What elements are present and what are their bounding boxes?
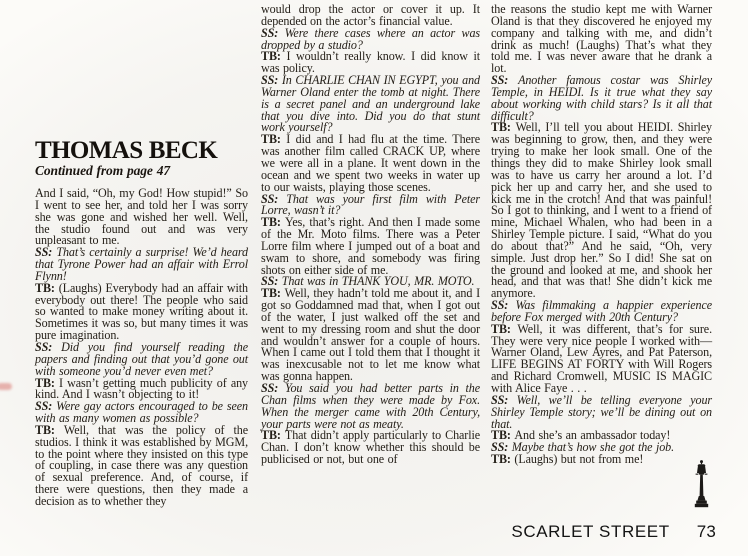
article-masthead bbox=[35, 139, 248, 178]
speaker-label: TB: bbox=[261, 428, 285, 443]
interviewee-paragraph: TB: I wasn’t getting much publicity of any kind. And I wasn’t objecting to it! bbox=[35, 375, 248, 402]
speaker-label: SS: bbox=[261, 191, 287, 206]
narration-paragraph: And I said, “Oh, my God! How stupid!” So I went to see her, and told her I was sorry she was gone and wished her well. Well, the studio found out and was very unpleasant to me. bbox=[35, 186, 248, 248]
interviewee-paragraph: TB: Well, it was different, that’s for sure. They were very nice people I worked with—Warner Oland, Lew Ayres, and Pat Paterson, LIFE BEGINS AT FORTY with Will Rogers and Richard Cromwell, MUSIC IS MAGIC with Alice Faye . . . bbox=[491, 321, 712, 395]
column-right bbox=[491, 4, 712, 466]
speaker-label: SS: bbox=[35, 339, 62, 354]
interviewee-paragraph: TB: (Laughs) but not from me! bbox=[491, 452, 644, 467]
interviewee-paragraph: TB: (Laughs) Everybody had an affair with everybody out there! The people who said so wanted to make money writing about it. Sometimes it was so, but many times it was pure imagination. bbox=[35, 280, 248, 343]
speaker-label: TB: bbox=[491, 452, 515, 467]
column-middle-text bbox=[261, 4, 480, 466]
interviewee-paragraph: TB: And she’s an ambassador today! bbox=[491, 428, 671, 443]
interviewee-paragraph: TB: Yes, that’s right. And then I made some of the Mr. Moto films. There was a Peter Lorre film where I jumped out of a boat and swam to shore, and somebody was firing shots on either side of me. bbox=[261, 215, 480, 277]
interviewer-paragraph: SS: Was filmmaking a happier experience before Fox merged with 20th Century? bbox=[491, 298, 712, 324]
interviewee-paragraph: TB: Well, I’ll tell you about HEIDI. Shirley was beginning to grow, then, and they were trying to make her look small. One of the things they did to make Shirley look small was to have us carry her around a lot. I’d pick her up and carry her, and she used to kick me in the crotch! And that was painful! So I got to thinking, and I went to a friend of mine, Michael Whalen, who had been in a Shirley Temple picture. I said, “What do you do about that?” And he said, “Oh, very simple. Just drop her.” So I did! She sat on the ground and looked at me, and shook her head, and that was that! She didn’t kick me anymore. bbox=[491, 120, 712, 301]
speaker-label: TB: bbox=[261, 132, 287, 147]
speaker-label: TB: bbox=[35, 422, 64, 437]
speaker-label: SS: bbox=[261, 73, 282, 88]
speaker-label: TB: bbox=[261, 49, 287, 64]
interviewer-paragraph: SS: Were there cases where an actor was dropped by a studio? bbox=[261, 25, 481, 52]
column-left bbox=[35, 139, 248, 508]
speaker-label: SS: bbox=[491, 73, 519, 88]
speaker-label: TB: bbox=[35, 375, 60, 390]
interviewer-paragraph: SS: Another famous costar was Shirley Temple, in HEIDI. Is it true what they say about working with child stars? Is it all that difficult? bbox=[491, 73, 712, 123]
speaker-label: TB: bbox=[261, 215, 285, 230]
speaker-label: SS: bbox=[491, 392, 517, 407]
interviewer-paragraph: SS: Maybe that’s how she got the job. bbox=[491, 440, 675, 455]
interviewee-paragraph: TB: I did and I had flu at the time. There was another film called CRACK UP, where we were all in a plane. It went down in the ocean and we spent two weeks in water up to our waists, playing those scenes. bbox=[261, 132, 480, 194]
page-footer bbox=[0, 522, 716, 542]
speaker-label: TB: bbox=[491, 321, 518, 336]
interviewer-paragraph: SS: Did you find yourself reading the papers and finding out that you’d gone out with someone you’d never even met? bbox=[35, 339, 248, 378]
lamppost-icon bbox=[691, 460, 712, 508]
column-right-text bbox=[491, 4, 712, 466]
interviewee-paragraph: TB: Well, that was the policy of the studios. I think it was established by MGM, to the point where they insisted on this type of coupling, in case there was any question of sexual preference. And, of course, if there were questions, then they made a decision as to whether they bbox=[35, 422, 248, 508]
speaker-label: TB: bbox=[35, 280, 59, 295]
speaker-label: TB: bbox=[261, 286, 285, 301]
interviewee-paragraph: TB: I wouldn’t really know. I did know it was policy. bbox=[261, 49, 480, 76]
speaker-label: SS: bbox=[491, 440, 512, 455]
speaker-label: SS: bbox=[35, 399, 57, 414]
interviewer-paragraph: SS: In CHARLIE CHAN IN EGYPT, you and Warner Oland enter the tomb at night. There is a secret panel and an underground lake that you dive into. Did you do that stunt work yourself? bbox=[261, 73, 480, 135]
speaker-label: TB: bbox=[491, 428, 515, 443]
magazine-name: SCARLET STREET bbox=[511, 522, 670, 541]
page-number: 73 bbox=[696, 522, 716, 541]
interviewee-paragraph: TB: Well, they hadn’t told me about it, and I got so Goddamned mad that, when I got out of the water, I just walked off the set and went to my dressing room and shut the door and wouldn’t answer for a couple of hours. When I came out I told them that I thought it was inexcusable not to let me know what was gonna happen. bbox=[261, 286, 480, 384]
speaker-label: SS: bbox=[491, 298, 516, 313]
narration-paragraph: the reasons the studio kept me with Warner Oland is that they discovered he enjoyed my company and talking with me, and didn’t drink as much! (Laughs) That’s what they told me. I was never aware that he drank a lot. bbox=[491, 2, 712, 76]
speaker-label: SS: bbox=[261, 274, 282, 289]
speaker-label: TB: bbox=[491, 120, 516, 135]
interviewer-paragraph: SS: That was your first film with Peter Lorre, wasn’t it? bbox=[261, 191, 480, 218]
column-left-text bbox=[35, 188, 248, 508]
interviewer-paragraph: SS: Well, we’ll be telling everyone your Shirley Temple story; we’ll be dining out on that. bbox=[491, 392, 712, 431]
speaker-label: SS: bbox=[35, 245, 57, 260]
interviewer-paragraph: SS: You said you had better parts in the Chan films when they were made by Fox. When the merger came with 20th Century, your parts were not as meaty. bbox=[261, 381, 481, 431]
speaker-label: SS: bbox=[261, 381, 285, 395]
interviewee-paragraph: TB: That didn’t apply particularly to Charlie Chan. I don’t know whether this should be publicised or not, but one of bbox=[261, 428, 480, 467]
column-middle bbox=[261, 4, 480, 466]
scan-artifact-mark bbox=[0, 383, 12, 390]
article-title: THOMAS BECK bbox=[35, 137, 218, 164]
continued-from-note: Continued from page 47 bbox=[35, 163, 170, 178]
interviewer-paragraph: SS: That was in THANK YOU, MR. MOTO. bbox=[261, 274, 475, 289]
speaker-label: SS: bbox=[261, 25, 285, 40]
interviewer-paragraph: SS: That’s certainly a surprise! We’d heard that Tyrone Power had an affair with Errol Flynn! bbox=[35, 245, 248, 283]
narration-paragraph: would drop the actor or cover it up. It depended on the actor’s financial value. bbox=[261, 2, 480, 28]
interviewer-paragraph: SS: Were gay actors encouraged to be seen with as many women as possible? bbox=[35, 399, 248, 426]
